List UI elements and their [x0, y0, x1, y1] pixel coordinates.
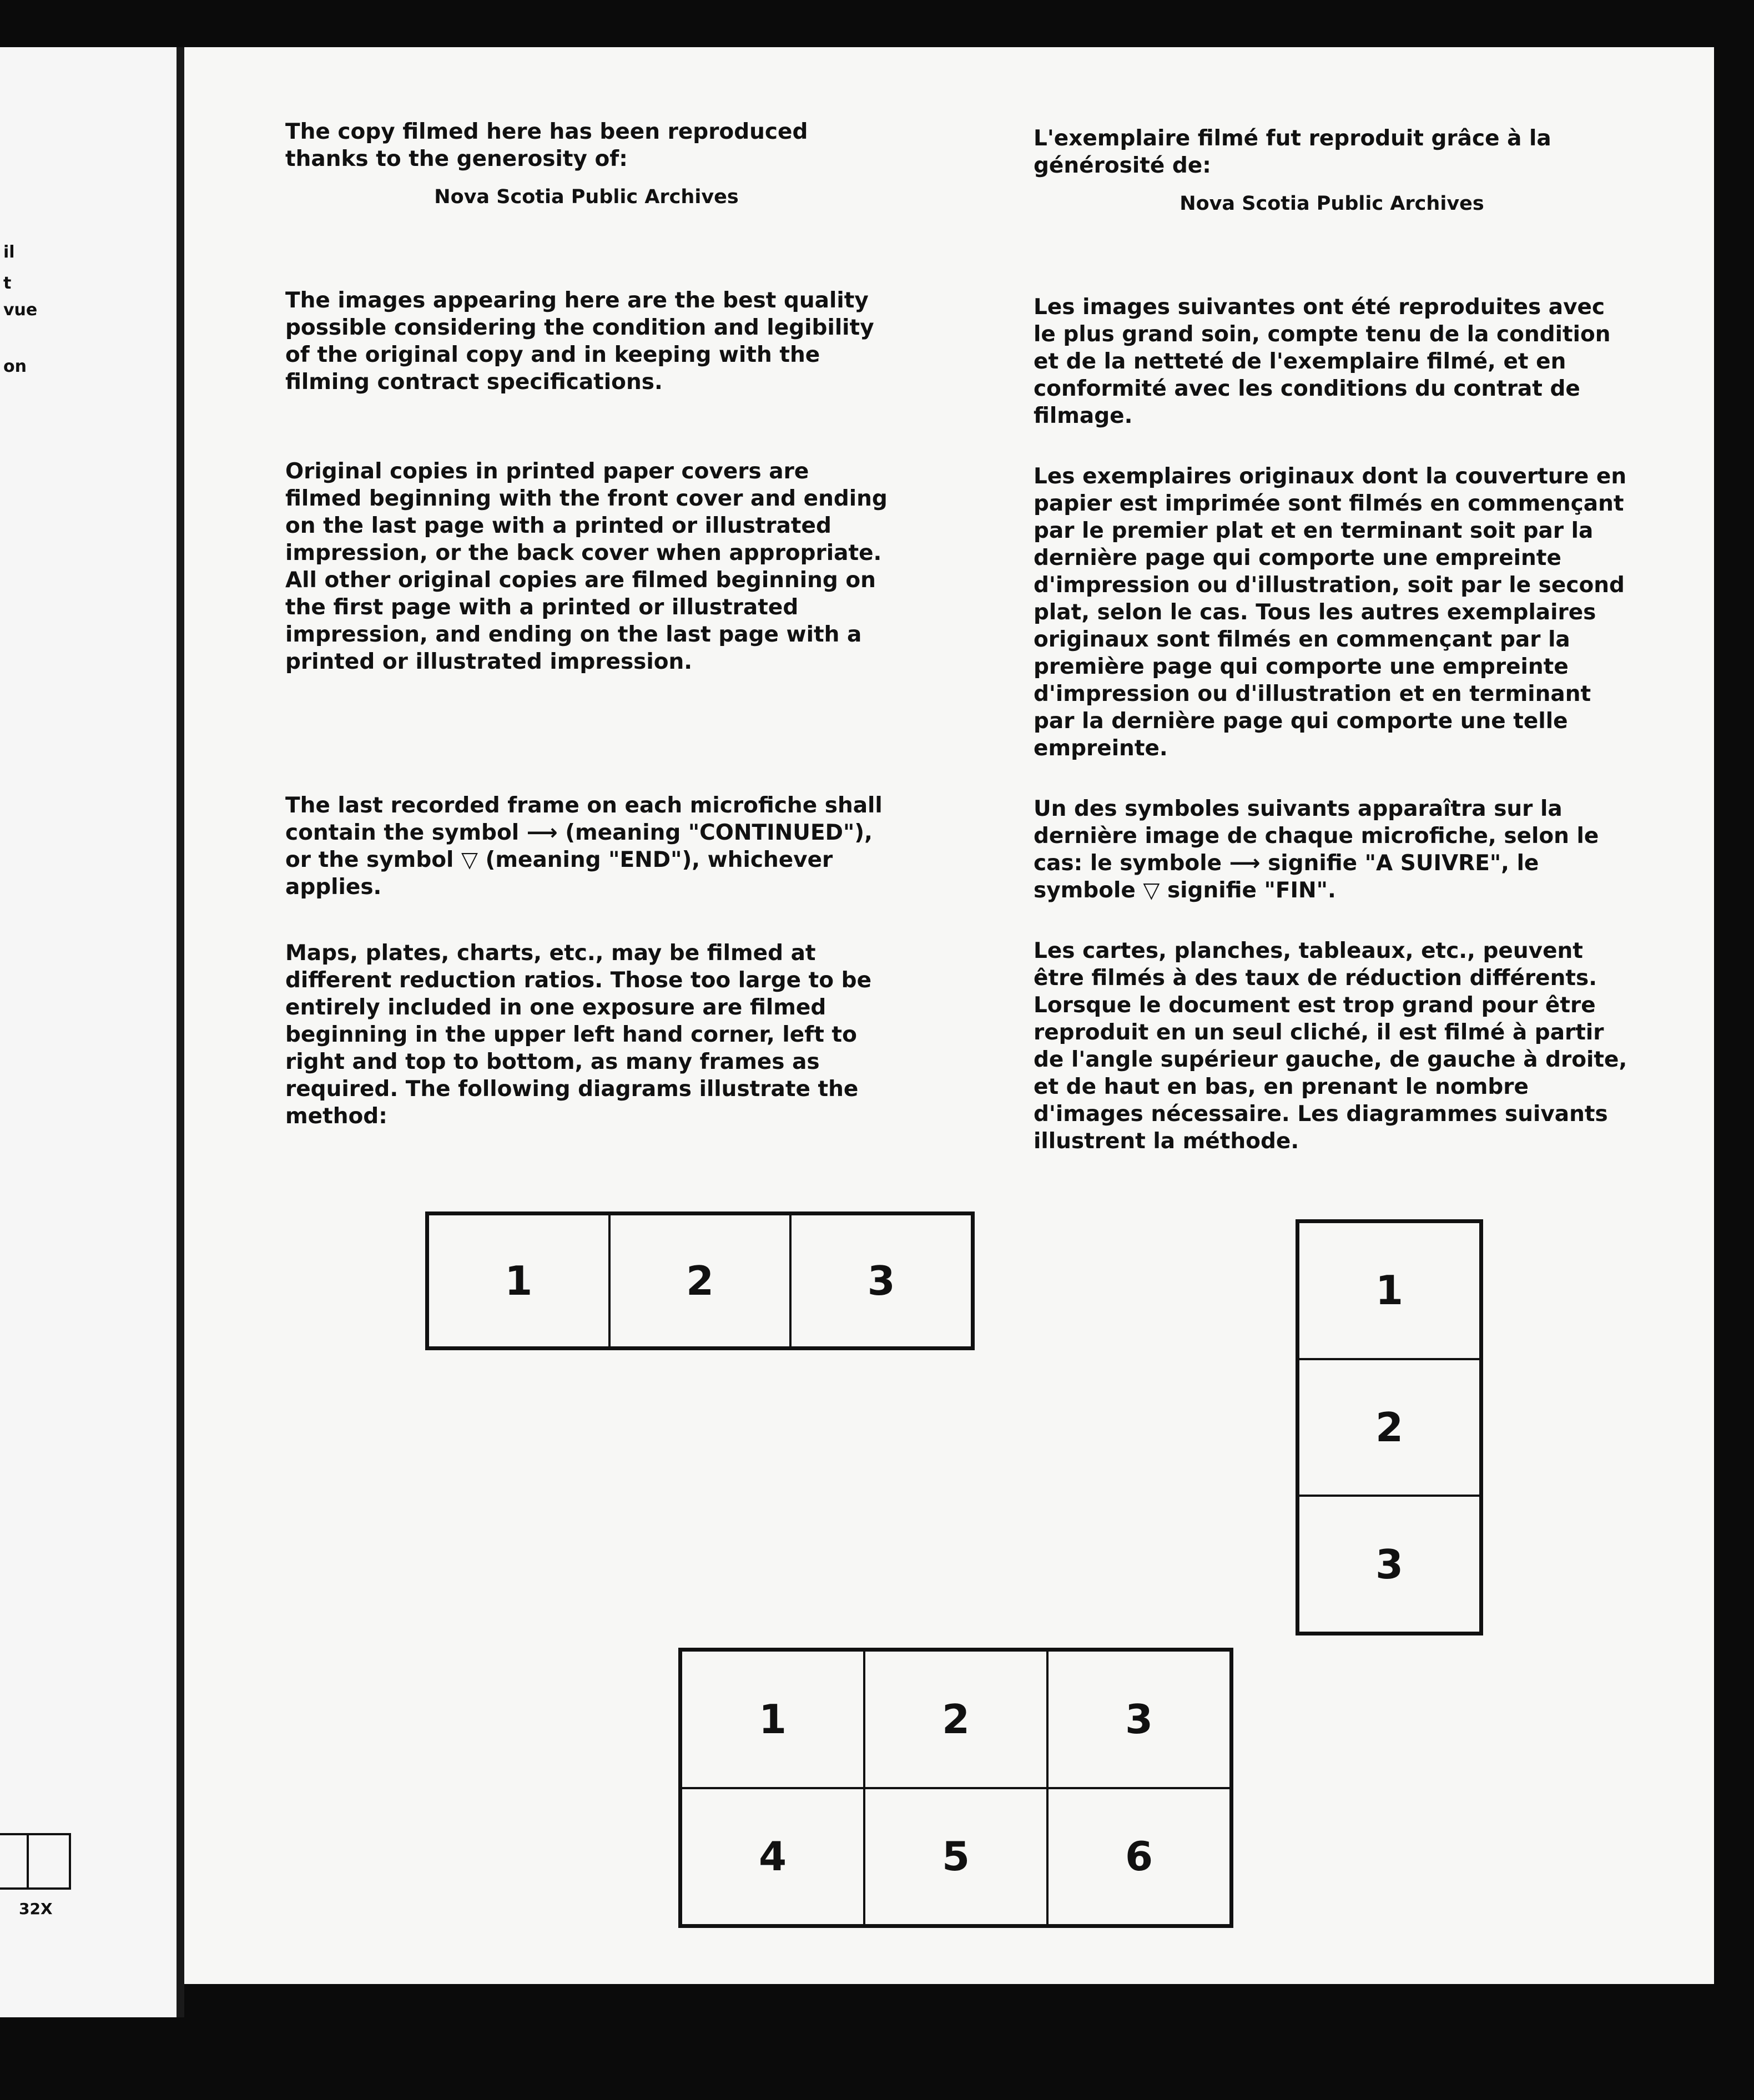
french-column [1034, 125, 1630, 1155]
fr-covers-text: Les exemplaires originaux dont la couverture en papier est imprimée sont filmés en commençant par le premier plat et en terminant soit par la dernière page qui comporte une empreinte d'impression ou d'illustration, soit par le second plat, selon le cas. Tous les autres exemplaires originaux sont filmés en commençant par la première page qui comporte une empreinte d'impression ou d'illustration et en terminant par la dernière page qui comporte une telle empreinte. [1034, 464, 1627, 761]
reduction-label: 32X [19, 1900, 53, 1918]
frame-cell: 1 [428, 1214, 609, 1347]
fr-institution-name: Nova Scotia Public Archives [1180, 193, 1484, 215]
horizontal-frames-diagram [425, 1211, 975, 1350]
margin-fragment: vue [3, 300, 38, 320]
frame-cell: 2 [864, 1650, 1047, 1788]
english-column [285, 118, 888, 1130]
margin-fragment: il [3, 243, 15, 262]
frame-cell: 2 [1298, 1359, 1480, 1496]
frame-cell: 1 [681, 1650, 864, 1788]
fr-quality-text: Les images suivantes ont été reproduites avec le plus grand soin, compte tenu de la condition et de la netteté de l'exemplaire filmé, et en conformité avec les conditions du contrat de filmage. [1034, 295, 1611, 428]
frame-cell: 6 [1047, 1788, 1231, 1926]
en-generosity-text: The copy filmed here has been reproduced thanks to the generosity of: [285, 119, 808, 171]
fr-symbols-text: Un des symboles suivants apparaîtra sur la dernière image de chaque microfiche, selon le cas: le symbole ⟶ signifie "A SUIVRE", le symbole ▽ signifie "FIN". [1034, 796, 1599, 903]
frame-cell: 5 [864, 1788, 1047, 1926]
left-page-strip [0, 47, 177, 2017]
en-maps-text: Maps, plates, charts, etc., may be filmed at different reduction ratios. Those too large to be entirely included in one exposure are filmed beginning in the upper left hand corner, left to right and top to bottom, as many frames as required. The following diagrams illustrate the method: [285, 941, 872, 1129]
en-quality-text: The images appearing here are the best quality possible considering the condition and legibility of the original copy and in keeping with the filming contract specifications. [285, 288, 874, 395]
en-institution-name: Nova Scotia Public Archives [434, 186, 739, 208]
reduction-box-left [0, 1833, 29, 1890]
fr-maps-text: Les cartes, planches, tableaux, etc., peuvent être filmés à des taux de réduction différents. Lorsque le document est trop grand pour être reproduit en un seul cliché, il est filmé à partir de l'angle supérieur gauche, de gauche à droite, et de haut en bas, en prenant le nombre d'images nécessaire. Les diagrammes suivants illustrent la méthode. [1034, 938, 1627, 1154]
fr-generosity-text: L'exemplaire filmé fut reproduit grâce à la générosité de: [1034, 126, 1551, 178]
frame-cell: 3 [790, 1214, 972, 1347]
frame-cell: 1 [1298, 1222, 1480, 1359]
target-page [184, 47, 1714, 1984]
margin-fragment: on [3, 357, 27, 376]
en-covers-text: Original copies in printed paper covers are filmed beginning with the front cover and ending on the last page with a printed or illustrated impression, or the back cover when appropriate. All other original copies are filmed beginning on the first page with a printed or illustrated impression, and ending on the last page with a printed or illustrated impression. [285, 459, 888, 674]
frame-cell: 2 [609, 1214, 791, 1347]
frame-cell: 3 [1047, 1650, 1231, 1788]
grid-frames-diagram [678, 1648, 1233, 1928]
margin-fragment: t [3, 274, 12, 293]
vertical-frames-diagram [1296, 1219, 1483, 1635]
frame-cell: 4 [681, 1788, 864, 1926]
reduction-box-right [27, 1833, 71, 1890]
en-symbols-text: The last recorded frame on each microfiche shall contain the symbol ⟶ (meaning "CONTINUED"), or the symbol ▽ (meaning "END"), whichever applies. [285, 793, 883, 900]
page-gutter [177, 47, 184, 2017]
frame-cell: 3 [1298, 1496, 1480, 1633]
